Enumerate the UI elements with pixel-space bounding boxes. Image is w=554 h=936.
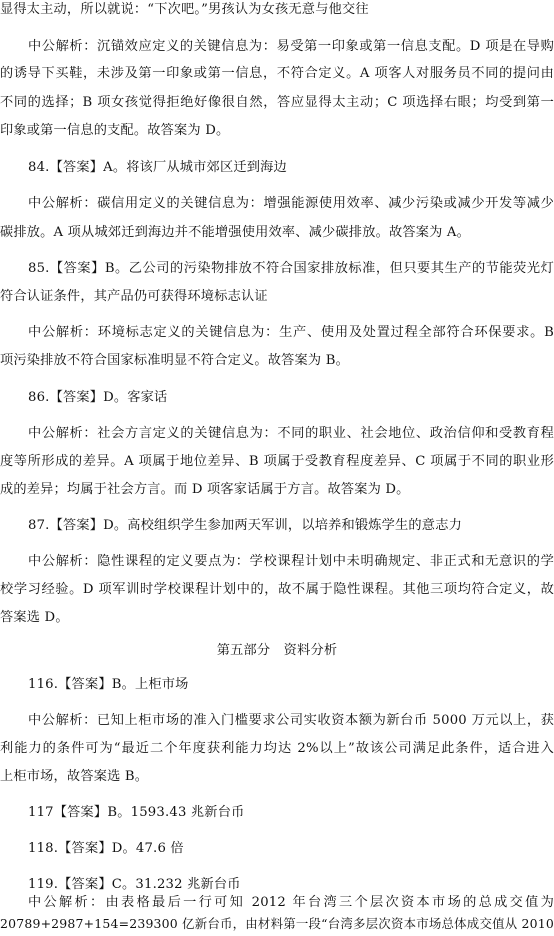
text-line: 显得太主动，所以就说：“下次吧。”男孩认为女孩无意与他交往 [0, 2, 369, 17]
analysis-paragraph-line: 中公解析：环境标志定义的关键信息为：生产、使用及处置过程全部符合环保要求。B [28, 325, 554, 340]
text-line: 不同的选择；B 项女孩觉得拒绝好像很自然，答应显得太主动；C 项选择右眼；均受到第一 [0, 95, 554, 110]
text-line: 度等所形成的差异。A 项属于地位差异、B 项属于受教育程度差异、C 项属于不同的职业形 [0, 454, 554, 469]
text-line: 项污染排放不符合国家标准明显不符合定义。故答案为 B。 [0, 353, 349, 368]
answer-line-84: 84.【答案】A。将该厂从城市郊区迁到海边 [28, 160, 287, 175]
text-line: 校学习经验。D 项军训时学校课程计划中的，故不属于隐性课程。其他三项均符合定义，故 [0, 582, 554, 597]
answer-line-119: 119.【答案】C。31.232 兆新台币 [28, 877, 241, 892]
text-line: 印象或第一信息的支配。故答案为 D。 [0, 123, 230, 138]
analysis-paragraph-line: 中公解析：隐性课程的定义要点为：学校课程计划中未明确规定、非正式和无意识的学 [28, 554, 554, 569]
answer-line-87: 87.【答案】D。高校组织学生参加两天军训，以培养和锻炼学生的意志力 [28, 518, 462, 533]
analysis-paragraph-line: 中公解析：由表格最后一行可知 2012 年台湾三个层次资本市场的总成交值为 [28, 895, 554, 910]
text-line: 利能力的条件可为“最近二个年度获利能力均达 2%以上”故该公司满足此条件，适合进入 [0, 741, 554, 756]
text-line: 20789+2987+154=239300 亿新台币，由材料第一段“台湾多层次资本市场总体成交值从 2010 [0, 916, 554, 931]
text-line: 上柜市场，故答案选 B。 [0, 769, 149, 784]
text-line: 符合认证条件，其产品仍可获得环境标志认证 [0, 289, 268, 304]
answer-line-117: 117【答案】B。1593.43 兆新台币 [28, 805, 245, 820]
analysis-paragraph-line: 中公解析：已知上柜市场的准入门槛要求公司实收资本额为新台币 5000 万元以上，获 [28, 713, 554, 728]
text-line: 答案选 D。 [0, 610, 69, 625]
answer-line-116: 116.【答案】B。上柜市场 [28, 677, 189, 692]
analysis-paragraph-line: 中公解析：社会方言定义的关键信息为：不同的职业、社会地位、政治信仰和受教育程 [28, 426, 554, 441]
answer-line-86: 86.【答案】D。客家话 [28, 390, 168, 405]
answer-line-85: 85.【答案】B。乙公司的污染物排放不符合国家排放标准，但只要其生产的节能荧光灯 [28, 261, 554, 276]
analysis-paragraph-line: 中公解析：沉锚效应定义的关键信息为：易受第一印象或第一信息支配。D 项是在导购 [28, 39, 554, 54]
answer-line-118: 118.【答案】D。47.6 倍 [28, 841, 184, 856]
text-line: 碳排放。A 项从城郊迁到海边并不能增强使用效率、减少碳排放。故答案为 A。 [0, 225, 471, 240]
text-line: 成的差异；均属于社会方言。而 D 项客家话属于方言。故答案为 D。 [0, 482, 410, 497]
section-heading: 第五部分 资料分析 [216, 643, 338, 658]
text-line: 的诱导下买鞋，未涉及第一印象或第一信息，不符合定义。A 项客人对服务员不同的提问由 [0, 66, 554, 81]
analysis-paragraph-line: 中公解析：碳信用定义的关键信息为：增强能源使用效率、减少污染或减少开发等减少 [28, 196, 554, 211]
